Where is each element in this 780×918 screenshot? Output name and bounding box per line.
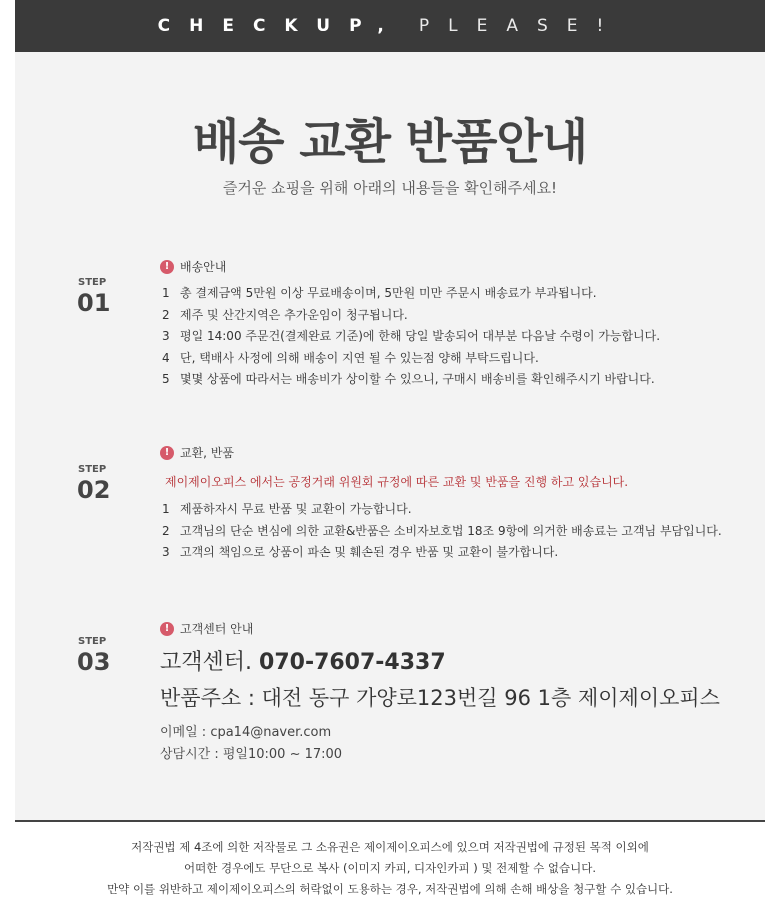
shipping-list bbox=[162, 283, 660, 391]
page-title: 배송 교환 반품안내 bbox=[192, 114, 588, 170]
phone-label: 고객센터. bbox=[160, 650, 253, 675]
footer-line: 만약 이를 위반하고 제이제이오피스의 허락없이 도용하는 경우, 저작권법에 의해 손해 배상을 청구할 수 있습니다. bbox=[107, 882, 673, 896]
step-number: 01 bbox=[77, 289, 111, 317]
step-number: 02 bbox=[77, 476, 111, 504]
step-label: STEP bbox=[78, 636, 107, 647]
section-heading-label: 배송안내 bbox=[180, 260, 227, 274]
alert-icon: ! bbox=[160, 446, 174, 460]
alert-icon: ! bbox=[160, 622, 174, 636]
support-email: 이메일 : cpa14@naver.com bbox=[160, 725, 332, 740]
alert-icon: ! bbox=[160, 260, 174, 274]
phone-number: 070-7607-4337 bbox=[259, 650, 446, 675]
step-number: 03 bbox=[77, 648, 111, 676]
policy-notice: 제이제이오피스 에서는 공정거래 위원회 규정에 따른 교환 및 반품을 진행 하고 있습니다. bbox=[165, 475, 629, 489]
step-label: STEP bbox=[78, 277, 107, 288]
footer-line: 저작권법 제 4조에 의한 저작물로 그 소유권은 제이제이오피스에 있으며 저작권법에 규정된 목적 이외에 bbox=[131, 840, 649, 854]
section-heading-shipping bbox=[160, 258, 226, 275]
section-heading-label: 고객센터 안내 bbox=[180, 622, 254, 636]
list-item: 1 총 결제금액 5만원 이상 무료배송이며, 5만원 미만 주문시 배송료가 부과됩니다. bbox=[162, 286, 597, 300]
copyright-footer bbox=[0, 837, 780, 900]
section-heading-label: 교환, 반품 bbox=[180, 446, 234, 460]
exchange-list bbox=[162, 499, 722, 564]
return-address: 반품주소 : 대전 동구 가양로123번길 96 1층 제이제이오피스 bbox=[160, 686, 720, 710]
support-phone bbox=[160, 645, 446, 676]
banner-light-text: PLEASE! bbox=[418, 16, 623, 36]
footer-line: 어떠한 경우에도 무단으로 복사 (이미지 카피, 디자인카피 ) 및 전제할 수 없습니다. bbox=[184, 861, 596, 875]
top-banner bbox=[15, 0, 765, 52]
list-item: 3 평일 14:00 주문건(결제완료 기준)에 한해 당일 발송되어 대부분 다음날 수령이 가능합니다. bbox=[162, 329, 661, 343]
support-hours: 상담시간 : 평일10:00 ~ 17:00 bbox=[160, 747, 343, 762]
section-heading-exchange bbox=[160, 444, 234, 461]
list-item: 5 몇몇 상품에 따라서는 배송비가 상이할 수 있으니, 구매시 배송비를 확인해주시기 바랍니다. bbox=[162, 372, 655, 386]
list-item: 2 고객님의 단순 변심에 의한 교환&반품은 소비자보호법 18조 9항에 의거한 배송료는 고객님 부담입니다. bbox=[162, 523, 722, 538]
step-label: STEP bbox=[78, 464, 107, 475]
list-item: 2 제주 및 산간지역은 추가운임이 청구됩니다. bbox=[162, 307, 408, 322]
page-subtitle: 즐거운 쇼핑을 위해 아래의 내용들을 확인해주세요! bbox=[222, 179, 558, 197]
banner-bold-text: CHECKUP, bbox=[157, 16, 403, 36]
section-heading-support bbox=[160, 620, 253, 637]
list-item: 3 고객의 책임으로 상품이 파손 및 훼손된 경우 반품 및 교환이 불가합니다. bbox=[162, 545, 559, 559]
footer-divider bbox=[15, 820, 765, 822]
list-item: 4 단, 택배사 사정에 의해 배송이 지연 될 수 있는점 양해 부탁드립니다. bbox=[162, 350, 539, 365]
list-item: 1 제품하자시 무료 반품 및 교환이 가능합니다. bbox=[162, 502, 412, 516]
